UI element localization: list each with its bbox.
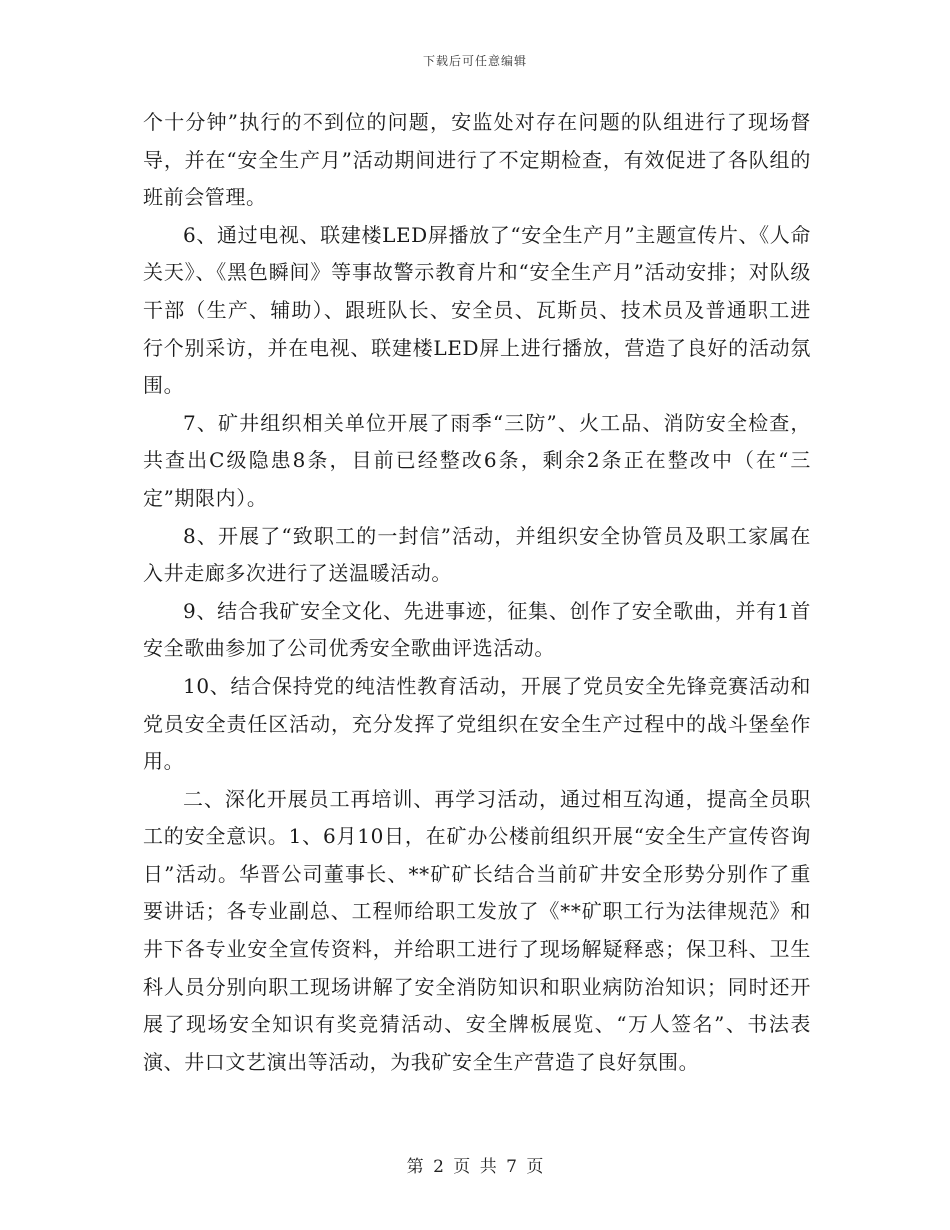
paragraph-continued: 个十分钟”执行的不到位的问题，安监处对存在问题的队组进行了现场督导，并在“安全生产月”活动期间进行了不定期检查，有效促进了各队组的班前会管理。 xyxy=(143,110,811,210)
page-header: 下载后可任意编辑 xyxy=(422,54,527,68)
paragraph-item-8: 8、开展了“致职工的一封信”活动，并组织安全协管员及职工家属在入井走廊多次进行了送温暖活动。 xyxy=(143,523,811,586)
document-body xyxy=(143,104,811,1081)
paragraph-item-9: 9、结合我矿安全文化、先进事迹，征集、创作了安全歌曲，并有1首安全歌曲参加了公司优秀安全歌曲评选活动。 xyxy=(143,598,811,661)
paragraph-item-6: 6、通过电视、联建楼LED屏播放了“安全生产月”主题宣传片、《人命关天》、《黑色瞬间》等事故警示教育片和“安全生产月”活动安排；对队级干部（生产、辅助）、跟班队长、安全员、瓦斯员、技术员及普通职工进行个别采访，并在电视、联建楼LED屏上进行播放，营造了良好的活动氛围。 xyxy=(143,222,811,398)
paragraph-item-7: 7、矿井组织相关单位开展了雨季“三防”、火工品、消防安全检查，共查出C级隐患8条，目前已经整改6条，剩余2条正在整改中（在“三定”期限内）。 xyxy=(143,410,811,510)
paragraph-section-2: 二、深化开展员工再培训、再学习活动，通过相互沟通，提高全员职工的安全意识。1、6月10日，在矿办公楼前组织开展“安全生产宣传咨询日”活动。华晋公司董事长、**矿矿长结合当前矿井安全形势分别作了重要讲话；各专业副总、工程师给职工发放了《**矿职工行为法律规范》和井下各专业安全宣传资料，并给职工进行了现场解疑释惑；保卫科、卫生科人员分别向职工现场讲解了安全消防知识和职业病防治知识；同时还开展了现场安全知识有奖竞猜活动、安全牌板展览、“万人签名”、书法表演、井口文艺演出等活动，为我矿安全生产营造了良好氛围。 xyxy=(143,786,811,1074)
page-number: 第 2 页 共 7 页 xyxy=(406,1157,544,1177)
paragraph-item-10: 10、结合保持党的纯洁性教育活动，开展了党员安全先锋竞赛活动和党员安全责任区活动，充分发挥了党组织在安全生产过程中的战斗堡垒作用。 xyxy=(143,673,811,774)
